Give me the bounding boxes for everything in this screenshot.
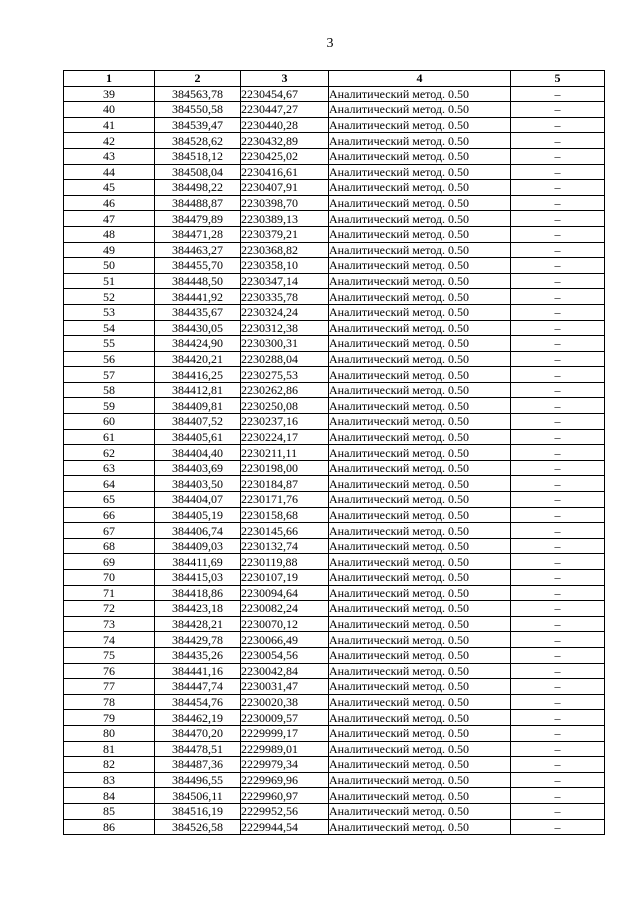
table-row xyxy=(64,148,605,164)
table-row xyxy=(64,788,605,804)
y-coordinate-cell: 2229979,34 xyxy=(241,757,329,773)
x-coordinate-cell: 384424,90 xyxy=(155,336,241,352)
method-cell: Аналитический метод. 0.50 xyxy=(329,273,511,289)
table-row xyxy=(64,133,605,149)
note-cell: – xyxy=(511,148,605,164)
x-coordinate-cell: 384415,03 xyxy=(155,570,241,586)
y-coordinate-cell: 2230009,57 xyxy=(241,710,329,726)
y-coordinate-cell: 2230416,61 xyxy=(241,164,329,180)
method-cell: Аналитический метод. 0.50 xyxy=(329,725,511,741)
note-cell: – xyxy=(511,476,605,492)
table-row xyxy=(64,507,605,523)
note-cell: – xyxy=(511,757,605,773)
table-row xyxy=(64,616,605,632)
x-coordinate-cell: 384411,69 xyxy=(155,554,241,570)
x-coordinate-cell: 384420,21 xyxy=(155,351,241,367)
y-coordinate-cell: 2230300,31 xyxy=(241,336,329,352)
x-coordinate-cell: 384462,19 xyxy=(155,710,241,726)
note-cell: – xyxy=(511,460,605,476)
point-number-cell: 69 xyxy=(64,554,155,570)
y-coordinate-cell: 2230335,78 xyxy=(241,289,329,305)
note-cell: – xyxy=(511,211,605,227)
point-number-cell: 58 xyxy=(64,382,155,398)
table-row xyxy=(64,226,605,242)
point-number-cell: 49 xyxy=(64,242,155,258)
note-cell: – xyxy=(511,336,605,352)
method-cell: Аналитический метод. 0.50 xyxy=(329,211,511,227)
x-coordinate-cell: 384470,20 xyxy=(155,725,241,741)
note-cell: – xyxy=(511,507,605,523)
point-number-cell: 81 xyxy=(64,741,155,757)
x-coordinate-cell: 384516,19 xyxy=(155,803,241,819)
point-number-cell: 47 xyxy=(64,211,155,227)
method-cell: Аналитический метод. 0.50 xyxy=(329,803,511,819)
y-coordinate-cell: 2230094,64 xyxy=(241,585,329,601)
y-coordinate-cell: 2230324,24 xyxy=(241,304,329,320)
x-coordinate-cell: 384550,58 xyxy=(155,102,241,118)
note-cell: – xyxy=(511,788,605,804)
note-cell: – xyxy=(511,647,605,663)
note-cell: – xyxy=(511,289,605,305)
x-coordinate-cell: 384409,81 xyxy=(155,398,241,414)
point-number-cell: 48 xyxy=(64,226,155,242)
method-cell: Аналитический метод. 0.50 xyxy=(329,336,511,352)
y-coordinate-cell: 2230447,27 xyxy=(241,102,329,118)
y-coordinate-cell: 2230066,49 xyxy=(241,632,329,648)
method-cell: Аналитический метод. 0.50 xyxy=(329,180,511,196)
table-row xyxy=(64,476,605,492)
y-coordinate-cell: 2229960,97 xyxy=(241,788,329,804)
method-cell: Аналитический метод. 0.50 xyxy=(329,570,511,586)
point-number-cell: 59 xyxy=(64,398,155,414)
note-cell: – xyxy=(511,351,605,367)
y-coordinate-cell: 2230262,86 xyxy=(241,382,329,398)
x-coordinate-cell: 384506,11 xyxy=(155,788,241,804)
point-number-cell: 64 xyxy=(64,476,155,492)
note-cell: – xyxy=(511,570,605,586)
x-coordinate-cell: 384448,50 xyxy=(155,273,241,289)
note-cell: – xyxy=(511,803,605,819)
note-cell: – xyxy=(511,258,605,274)
point-number-cell: 85 xyxy=(64,803,155,819)
note-cell: – xyxy=(511,133,605,149)
y-coordinate-cell: 2230398,70 xyxy=(241,195,329,211)
method-cell: Аналитический метод. 0.50 xyxy=(329,741,511,757)
point-number-cell: 71 xyxy=(64,585,155,601)
table-row xyxy=(64,570,605,586)
point-number-cell: 51 xyxy=(64,273,155,289)
point-number-cell: 73 xyxy=(64,616,155,632)
table-row xyxy=(64,102,605,118)
point-number-cell: 78 xyxy=(64,694,155,710)
note-cell: – xyxy=(511,226,605,242)
table-row xyxy=(64,725,605,741)
note-cell: – xyxy=(511,117,605,133)
method-cell: Аналитический метод. 0.50 xyxy=(329,382,511,398)
note-cell: – xyxy=(511,663,605,679)
method-cell: Аналитический метод. 0.50 xyxy=(329,694,511,710)
table-row xyxy=(64,538,605,554)
point-number-cell: 72 xyxy=(64,601,155,617)
x-coordinate-cell: 384471,28 xyxy=(155,226,241,242)
y-coordinate-cell: 2230070,12 xyxy=(241,616,329,632)
point-number-cell: 84 xyxy=(64,788,155,804)
table-row xyxy=(64,663,605,679)
x-coordinate-cell: 384416,25 xyxy=(155,367,241,383)
note-cell: – xyxy=(511,523,605,539)
method-cell: Аналитический метод. 0.50 xyxy=(329,710,511,726)
x-coordinate-cell: 384539,47 xyxy=(155,117,241,133)
table-row xyxy=(64,336,605,352)
column-header-5: 5 xyxy=(511,71,605,87)
table-row xyxy=(64,180,605,196)
point-number-cell: 52 xyxy=(64,289,155,305)
x-coordinate-cell: 384526,58 xyxy=(155,819,241,835)
point-number-cell: 82 xyxy=(64,757,155,773)
method-cell: Аналитический метод. 0.50 xyxy=(329,289,511,305)
method-cell: Аналитический метод. 0.50 xyxy=(329,585,511,601)
note-cell: – xyxy=(511,616,605,632)
method-cell: Аналитический метод. 0.50 xyxy=(329,819,511,835)
y-coordinate-cell: 2230224,17 xyxy=(241,429,329,445)
method-cell: Аналитический метод. 0.50 xyxy=(329,164,511,180)
x-coordinate-cell: 384441,92 xyxy=(155,289,241,305)
coordinates-table xyxy=(63,70,605,835)
point-number-cell: 41 xyxy=(64,117,155,133)
y-coordinate-cell: 2230368,82 xyxy=(241,242,329,258)
method-cell: Аналитический метод. 0.50 xyxy=(329,601,511,617)
method-cell: Аналитический метод. 0.50 xyxy=(329,102,511,118)
table-row xyxy=(64,242,605,258)
note-cell: – xyxy=(511,273,605,289)
y-coordinate-cell: 2230158,68 xyxy=(241,507,329,523)
method-cell: Аналитический метод. 0.50 xyxy=(329,679,511,695)
y-coordinate-cell: 2230312,38 xyxy=(241,320,329,336)
table-row xyxy=(64,320,605,336)
x-coordinate-cell: 384435,26 xyxy=(155,647,241,663)
table-row xyxy=(64,554,605,570)
point-number-cell: 50 xyxy=(64,258,155,274)
y-coordinate-cell: 2230347,14 xyxy=(241,273,329,289)
y-coordinate-cell: 2230184,87 xyxy=(241,476,329,492)
note-cell: – xyxy=(511,710,605,726)
y-coordinate-cell: 2229969,96 xyxy=(241,772,329,788)
table-row xyxy=(64,258,605,274)
page-number: 3 xyxy=(326,36,334,51)
table-row xyxy=(64,351,605,367)
point-number-cell: 46 xyxy=(64,195,155,211)
point-number-cell: 80 xyxy=(64,725,155,741)
x-coordinate-cell: 384429,78 xyxy=(155,632,241,648)
y-coordinate-cell: 2230107,19 xyxy=(241,570,329,586)
table-row xyxy=(64,273,605,289)
note-cell: – xyxy=(511,304,605,320)
x-coordinate-cell: 384404,07 xyxy=(155,492,241,508)
point-number-cell: 57 xyxy=(64,367,155,383)
table-row xyxy=(64,647,605,663)
point-number-cell: 77 xyxy=(64,679,155,695)
y-coordinate-cell: 2230425,02 xyxy=(241,148,329,164)
x-coordinate-cell: 384455,70 xyxy=(155,258,241,274)
y-coordinate-cell: 2230288,04 xyxy=(241,351,329,367)
column-header-1: 1 xyxy=(64,71,155,87)
x-coordinate-cell: 384463,27 xyxy=(155,242,241,258)
method-cell: Аналитический метод. 0.50 xyxy=(329,117,511,133)
table-row xyxy=(64,414,605,430)
point-number-cell: 75 xyxy=(64,647,155,663)
method-cell: Аналитический метод. 0.50 xyxy=(329,460,511,476)
note-cell: – xyxy=(511,445,605,461)
note-cell: – xyxy=(511,538,605,554)
method-cell: Аналитический метод. 0.50 xyxy=(329,133,511,149)
x-coordinate-cell: 384508,04 xyxy=(155,164,241,180)
note-cell: – xyxy=(511,554,605,570)
x-coordinate-cell: 384404,40 xyxy=(155,445,241,461)
note-cell: – xyxy=(511,367,605,383)
point-number-cell: 67 xyxy=(64,523,155,539)
note-cell: – xyxy=(511,601,605,617)
method-cell: Аналитический метод. 0.50 xyxy=(329,304,511,320)
y-coordinate-cell: 2230198,00 xyxy=(241,460,329,476)
method-cell: Аналитический метод. 0.50 xyxy=(329,242,511,258)
point-number-cell: 62 xyxy=(64,445,155,461)
y-coordinate-cell: 2230358,10 xyxy=(241,258,329,274)
method-cell: Аналитический метод. 0.50 xyxy=(329,632,511,648)
y-coordinate-cell: 2230171,76 xyxy=(241,492,329,508)
method-cell: Аналитический метод. 0.50 xyxy=(329,554,511,570)
table-row xyxy=(64,492,605,508)
y-coordinate-cell: 2230132,74 xyxy=(241,538,329,554)
note-cell: – xyxy=(511,429,605,445)
y-coordinate-cell: 2230145,66 xyxy=(241,523,329,539)
method-cell: Аналитический метод. 0.50 xyxy=(329,86,511,102)
note-cell: – xyxy=(511,679,605,695)
note-cell: – xyxy=(511,741,605,757)
x-coordinate-cell: 384405,19 xyxy=(155,507,241,523)
point-number-cell: 61 xyxy=(64,429,155,445)
note-cell: – xyxy=(511,772,605,788)
method-cell: Аналитический метод. 0.50 xyxy=(329,492,511,508)
x-coordinate-cell: 384447,74 xyxy=(155,679,241,695)
y-coordinate-cell: 2230211,11 xyxy=(241,445,329,461)
table-row xyxy=(64,757,605,773)
x-coordinate-cell: 384478,51 xyxy=(155,741,241,757)
point-number-cell: 43 xyxy=(64,148,155,164)
method-cell: Аналитический метод. 0.50 xyxy=(329,398,511,414)
point-number-cell: 76 xyxy=(64,663,155,679)
y-coordinate-cell: 2230440,28 xyxy=(241,117,329,133)
y-coordinate-cell: 2229989,01 xyxy=(241,741,329,757)
method-cell: Аналитический метод. 0.50 xyxy=(329,647,511,663)
point-number-cell: 63 xyxy=(64,460,155,476)
note-cell: – xyxy=(511,725,605,741)
table-row xyxy=(64,367,605,383)
method-cell: Аналитический метод. 0.50 xyxy=(329,195,511,211)
table-row xyxy=(64,585,605,601)
table-row xyxy=(64,195,605,211)
table-row xyxy=(64,460,605,476)
point-number-cell: 68 xyxy=(64,538,155,554)
y-coordinate-cell: 2230275,53 xyxy=(241,367,329,383)
x-coordinate-cell: 384412,81 xyxy=(155,382,241,398)
x-coordinate-cell: 384498,22 xyxy=(155,180,241,196)
note-cell: – xyxy=(511,819,605,835)
y-coordinate-cell: 2230082,24 xyxy=(241,601,329,617)
note-cell: – xyxy=(511,242,605,258)
table-row xyxy=(64,398,605,414)
point-number-cell: 65 xyxy=(64,492,155,508)
x-coordinate-cell: 384428,21 xyxy=(155,616,241,632)
table-row xyxy=(64,382,605,398)
y-coordinate-cell: 2230379,21 xyxy=(241,226,329,242)
point-number-cell: 86 xyxy=(64,819,155,835)
method-cell: Аналитический метод. 0.50 xyxy=(329,320,511,336)
y-coordinate-cell: 2230407,91 xyxy=(241,180,329,196)
table-row xyxy=(64,117,605,133)
note-cell: – xyxy=(511,86,605,102)
x-coordinate-cell: 384488,87 xyxy=(155,195,241,211)
table-row xyxy=(64,601,605,617)
y-coordinate-cell: 2230237,16 xyxy=(241,414,329,430)
method-cell: Аналитический метод. 0.50 xyxy=(329,351,511,367)
note-cell: – xyxy=(511,195,605,211)
x-coordinate-cell: 384441,16 xyxy=(155,663,241,679)
table-row xyxy=(64,772,605,788)
method-cell: Аналитический метод. 0.50 xyxy=(329,429,511,445)
x-coordinate-cell: 384518,12 xyxy=(155,148,241,164)
y-coordinate-cell: 2230042,84 xyxy=(241,663,329,679)
point-number-cell: 44 xyxy=(64,164,155,180)
note-cell: – xyxy=(511,492,605,508)
note-cell: – xyxy=(511,694,605,710)
x-coordinate-cell: 384430,05 xyxy=(155,320,241,336)
y-coordinate-cell: 2229999,17 xyxy=(241,725,329,741)
table-row xyxy=(64,694,605,710)
x-coordinate-cell: 384403,50 xyxy=(155,476,241,492)
x-coordinate-cell: 384405,61 xyxy=(155,429,241,445)
table-row xyxy=(64,211,605,227)
y-coordinate-cell: 2229944,54 xyxy=(241,819,329,835)
table-row xyxy=(64,819,605,835)
method-cell: Аналитический метод. 0.50 xyxy=(329,663,511,679)
point-number-cell: 39 xyxy=(64,86,155,102)
method-cell: Аналитический метод. 0.50 xyxy=(329,258,511,274)
method-cell: Аналитический метод. 0.50 xyxy=(329,226,511,242)
x-coordinate-cell: 384435,67 xyxy=(155,304,241,320)
y-coordinate-cell: 2230054,56 xyxy=(241,647,329,663)
point-number-cell: 60 xyxy=(64,414,155,430)
note-cell: – xyxy=(511,164,605,180)
column-header-2: 2 xyxy=(155,71,241,87)
point-number-cell: 45 xyxy=(64,180,155,196)
x-coordinate-cell: 384563,78 xyxy=(155,86,241,102)
table-row xyxy=(64,289,605,305)
note-cell: – xyxy=(511,414,605,430)
table-row xyxy=(64,86,605,102)
point-number-cell: 56 xyxy=(64,351,155,367)
table-row xyxy=(64,429,605,445)
x-coordinate-cell: 384528,62 xyxy=(155,133,241,149)
y-coordinate-cell: 2230432,89 xyxy=(241,133,329,149)
y-coordinate-cell: 2229952,56 xyxy=(241,803,329,819)
y-coordinate-cell: 2230389,13 xyxy=(241,211,329,227)
note-cell: – xyxy=(511,320,605,336)
x-coordinate-cell: 384403,69 xyxy=(155,460,241,476)
table-row xyxy=(64,304,605,320)
table-row xyxy=(64,679,605,695)
table-header-row xyxy=(64,71,605,87)
method-cell: Аналитический метод. 0.50 xyxy=(329,507,511,523)
y-coordinate-cell: 2230250,08 xyxy=(241,398,329,414)
x-coordinate-cell: 384418,86 xyxy=(155,585,241,601)
point-number-cell: 54 xyxy=(64,320,155,336)
y-coordinate-cell: 2230031,47 xyxy=(241,679,329,695)
point-number-cell: 42 xyxy=(64,133,155,149)
note-cell: – xyxy=(511,382,605,398)
method-cell: Аналитический метод. 0.50 xyxy=(329,148,511,164)
note-cell: – xyxy=(511,585,605,601)
point-number-cell: 55 xyxy=(64,336,155,352)
point-number-cell: 53 xyxy=(64,304,155,320)
x-coordinate-cell: 384496,55 xyxy=(155,772,241,788)
x-coordinate-cell: 384454,76 xyxy=(155,694,241,710)
point-number-cell: 66 xyxy=(64,507,155,523)
table-row xyxy=(64,741,605,757)
y-coordinate-cell: 2230119,88 xyxy=(241,554,329,570)
y-coordinate-cell: 2230020,38 xyxy=(241,694,329,710)
table-row xyxy=(64,523,605,539)
method-cell: Аналитический метод. 0.50 xyxy=(329,788,511,804)
x-coordinate-cell: 384406,74 xyxy=(155,523,241,539)
table-row xyxy=(64,632,605,648)
method-cell: Аналитический метод. 0.50 xyxy=(329,538,511,554)
method-cell: Аналитический метод. 0.50 xyxy=(329,523,511,539)
note-cell: – xyxy=(511,398,605,414)
note-cell: – xyxy=(511,102,605,118)
point-number-cell: 83 xyxy=(64,772,155,788)
point-number-cell: 40 xyxy=(64,102,155,118)
point-number-cell: 74 xyxy=(64,632,155,648)
x-coordinate-cell: 384487,36 xyxy=(155,757,241,773)
table-row xyxy=(64,710,605,726)
method-cell: Аналитический метод. 0.50 xyxy=(329,757,511,773)
table-row xyxy=(64,445,605,461)
table-body xyxy=(64,86,605,835)
y-coordinate-cell: 2230454,67 xyxy=(241,86,329,102)
table-row xyxy=(64,164,605,180)
table-row xyxy=(64,803,605,819)
note-cell: – xyxy=(511,180,605,196)
column-header-4: 4 xyxy=(329,71,511,87)
note-cell: – xyxy=(511,632,605,648)
method-cell: Аналитический метод. 0.50 xyxy=(329,367,511,383)
point-number-cell: 70 xyxy=(64,570,155,586)
x-coordinate-cell: 384423,18 xyxy=(155,601,241,617)
x-coordinate-cell: 384479,89 xyxy=(155,211,241,227)
x-coordinate-cell: 384407,52 xyxy=(155,414,241,430)
x-coordinate-cell: 384409,03 xyxy=(155,538,241,554)
method-cell: Аналитический метод. 0.50 xyxy=(329,476,511,492)
method-cell: Аналитический метод. 0.50 xyxy=(329,445,511,461)
column-header-3: 3 xyxy=(241,71,329,87)
method-cell: Аналитический метод. 0.50 xyxy=(329,616,511,632)
method-cell: Аналитический метод. 0.50 xyxy=(329,772,511,788)
method-cell: Аналитический метод. 0.50 xyxy=(329,414,511,430)
point-number-cell: 79 xyxy=(64,710,155,726)
